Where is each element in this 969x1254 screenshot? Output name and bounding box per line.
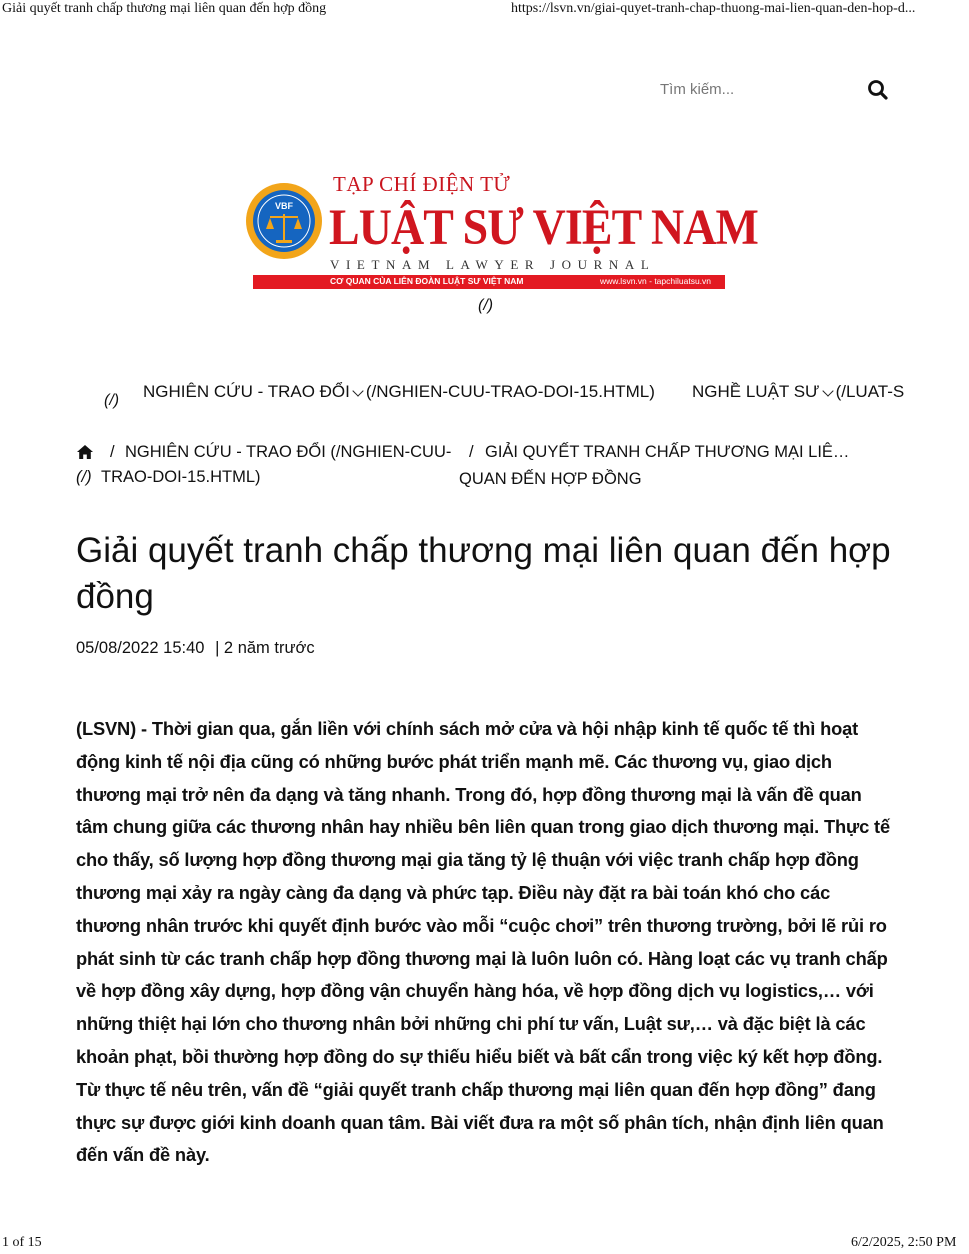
search-button[interactable] — [864, 76, 892, 104]
main-nav — [0, 382, 912, 406]
nav-item-nghien-cuu[interactable] — [143, 382, 655, 402]
nav-home-link[interactable]: (/) — [104, 392, 120, 409]
logo-main-title: LUẬT SƯ VIỆT NAM — [329, 200, 758, 256]
search-input[interactable] — [650, 74, 860, 104]
nav-item-href: (/NGHIEN-CUU-TRAO-DOI-15.HTML) — [365, 382, 655, 401]
nav-item-nghe-luat-su[interactable] — [692, 382, 904, 402]
search-icon — [864, 76, 892, 104]
breadcrumb-section-link-cont[interactable]: TRAO-DOI-15.HTML) — [101, 468, 261, 486]
logo-pretitle: TẠP CHÍ ĐIỆN TỬ — [333, 172, 511, 196]
article-lead-text: Thời gian qua, gắn liền với chính sách mở cửa và hội nhập kinh tế quốc tế thì hoạt động kinh tế nội địa cũng có những bước phát triển mạnh mẽ. Các thương vụ, giao dịch thương mại trở nên đa dạng và tăng nhanh. Trong đó, hợp đồng thương mại là vấn đề quan tâm chung giữa các thương nhân hay nhiều bên liên quan trong giao dịch thương mại. Thực tế cho thấy, số lượng hợp đồng thương mại gia tăng tỷ lệ thuận với việc tranh chấp hợp đồng thương mại xảy ra ngày càng đa dạng và phức tạp. Điều này đặt ra bài toán khó cho các thương nhân trước khi quyết định bước vào mỗi “cuộc chơi” trên thương trường, bởi lẽ rủi ro phát sinh từ các tranh chấp hợp đồng thương mại là luôn luôn có. Hàng loạt các vụ tranh chấp về hợp đồng xây dựng, hợp đồng vận chuyển hàng hóa, về hợp đồng dịch vụ logistics,… với những thiệt hại lớn cho thương nhân bởi những chi phí tư vấn, Luật sư,… và đặc biệt là các khoản phạt, bồi thường hợp đồng do sự thiếu hiểu biết và bất cẩn trong việc ký kết hợp đồng. Từ thực tế nêu trên, vấn đề “giải quyết tranh chấp thương mại liên quan đến hợp đồng” đang thực sự được giới kinh doanh quan tâm. Bài viết đưa ra một số phân tích, nhận định liên quan đến vấn đề này. — [76, 718, 891, 1166]
breadcrumb-home-link[interactable]: (/) — [76, 468, 92, 486]
nav-item-label: NGHIÊN CỨU - TRAO ĐỔI — [143, 382, 350, 401]
print-header-title: Giải quyết tranh chấp thương mại liên quan đến hợp đồng — [2, 1, 327, 16]
article-lead — [76, 713, 896, 1172]
breadcrumb-separator: / — [469, 443, 474, 461]
logo-bar-left-text: CƠ QUAN CỦA LIÊN ĐOÀN LUẬT SƯ VIỆT NAM — [330, 276, 524, 286]
nav-item-label: NGHỀ LUẬT SƯ — [692, 382, 820, 401]
logo-bar-right-text: www.lsvn.vn - tapchiluatsu.vn — [600, 276, 712, 286]
article-meta — [76, 639, 315, 658]
print-header-url: https://lsvn.vn/giai-quyet-tranh-chap-thuong-mai-lien-quan-den-hop-d... — [511, 1, 916, 16]
breadcrumb-current-cont: QUAN ĐẾN HỢP ĐỒNG — [459, 470, 642, 488]
article-lead-prefix: (LSVN) - — [76, 718, 147, 739]
logo-home-link[interactable]: (/) — [478, 297, 494, 314]
breadcrumb-separator: / — [110, 443, 115, 461]
breadcrumb-current: GIẢI QUYẾT TRANH CHẤP THƯƠNG MẠI LIÊ… — [485, 443, 850, 461]
chevron-down-icon — [352, 385, 363, 396]
chevron-down-icon — [822, 385, 833, 396]
logo-subtitle: VIETNAM LAWYER JOURNAL — [330, 257, 656, 272]
article-relative-time: | 2 năm trước — [215, 639, 315, 657]
emblem-label: VBF — [275, 201, 293, 211]
home-icon[interactable] — [76, 444, 94, 460]
article-title: Giải quyết tranh chấp thương mại liên quan đến hợp đồng — [76, 531, 891, 616]
article-date: 05/08/2022 15:40 — [76, 639, 205, 657]
nav-item-href: (/LUAT-S — [835, 382, 905, 401]
vbf-emblem-icon — [244, 181, 324, 261]
print-footer-page: 1 of 15 — [2, 1235, 42, 1250]
breadcrumb-section-link[interactable]: NGHIÊN CỨU - TRAO ĐỔI (/NGHIEN-CUU- — [125, 443, 452, 461]
print-footer-datetime: 6/2/2025, 2:50 PM — [851, 1235, 957, 1250]
